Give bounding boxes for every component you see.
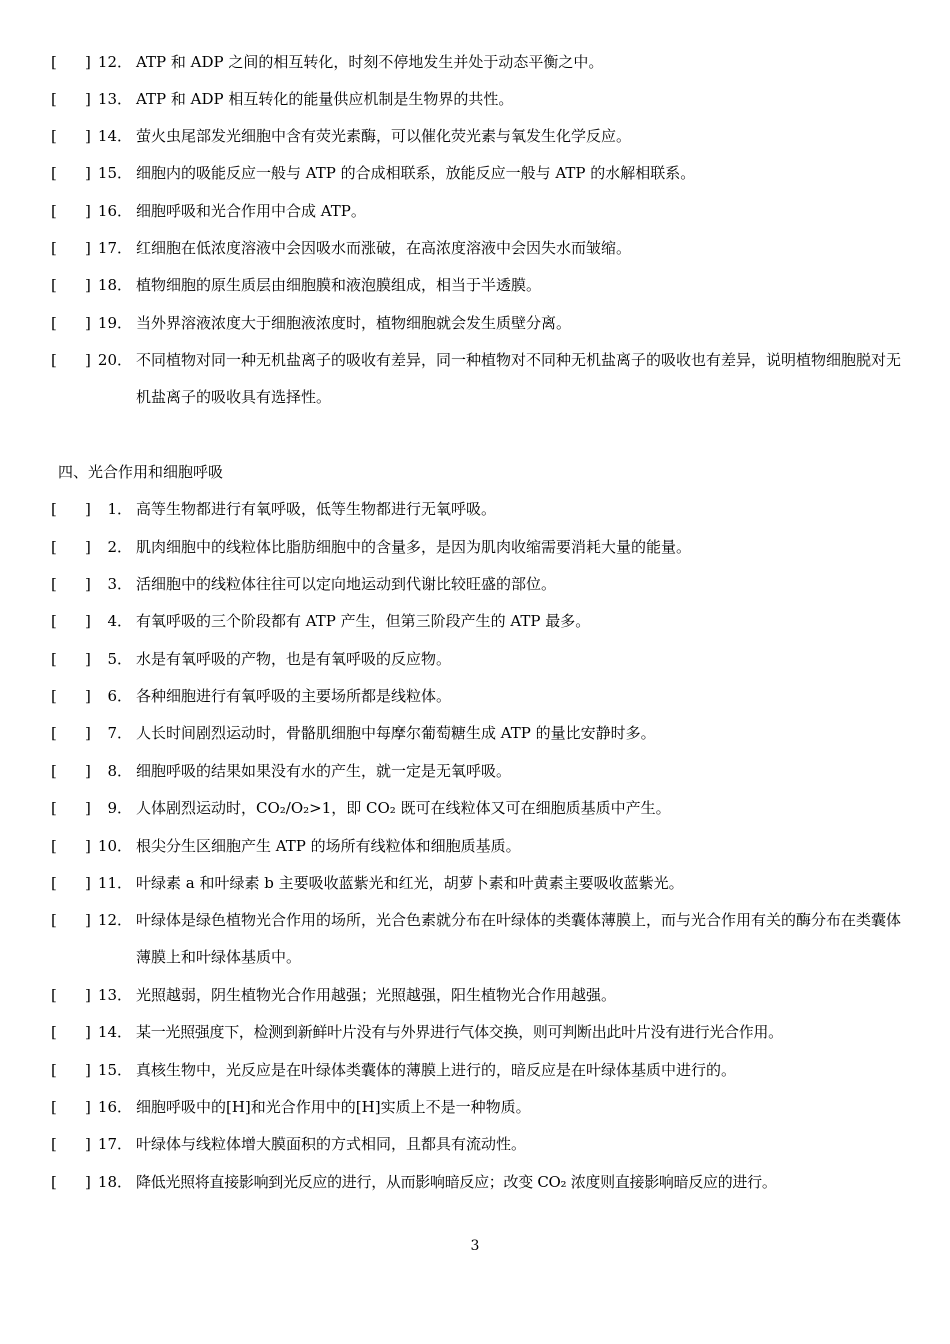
item-text: 活细胞中的线粒体往往可以定向地运动到代谢比较旺盛的部位。	[136, 575, 557, 593]
list-item	[0, 1020, 950, 1057]
answer-bracket-open: [	[51, 575, 57, 593]
answer-bracket-open: [	[51, 911, 57, 929]
section-title: 四、光合作用和细胞呼吸	[58, 463, 224, 481]
answer-bracket-close: ]	[85, 724, 91, 742]
answer-bracket-open: [	[51, 612, 57, 630]
answer-bracket-close: ]	[85, 575, 91, 593]
answer-bracket-open: [	[51, 1098, 57, 1116]
item-text: 某一光照强度下，检测到新鲜叶片没有与外界进行气体交换，则可判断出此叶片没有进行光合作用。	[136, 1023, 783, 1041]
answer-bracket-open: [	[51, 874, 57, 892]
answer-bracket-open: [	[51, 351, 57, 369]
answer-bracket-open: [	[51, 239, 57, 257]
list-item	[0, 497, 950, 534]
item-text: 叶绿体与线粒体增大膜面积的方式相同，且都具有流动性。	[136, 1135, 527, 1153]
item-text: 植物细胞的原生质层由细胞膜和液泡膜组成，相当于半透膜。	[136, 276, 542, 294]
item-text: 细胞呼吸中的[H]和光合作用中的[H]实质上不是一种物质。	[136, 1098, 531, 1116]
answer-bracket-open: [	[51, 90, 57, 108]
answer-bracket-close: ]	[85, 1023, 91, 1041]
answer-bracket-close: ]	[85, 986, 91, 1004]
item-text: 真核生物中，光反应是在叶绿体类囊体的薄膜上进行的，暗反应是在叶绿体基质中进行的。	[136, 1061, 737, 1079]
item-text: 叶绿体是绿色植物光合作用的场所，光合色素就分布在叶绿体的类囊体薄膜上，而与光合作用有关的酶分布在类囊体薄膜上和叶绿体基质中。	[136, 911, 902, 966]
item-text: 根尖分生区细胞产生 ATP 的场所有线粒体和细胞质基质。	[136, 837, 521, 855]
item-number: 19．	[97, 314, 132, 332]
item-number: 9．	[107, 799, 132, 817]
answer-bracket-close: ]	[85, 1061, 91, 1079]
answer-bracket-close: ]	[85, 799, 91, 817]
answer-bracket-close: ]	[85, 127, 91, 145]
item-number: 12．	[97, 53, 132, 71]
list-item	[0, 908, 950, 982]
item-number: 18．	[97, 276, 132, 294]
list-item	[0, 50, 950, 87]
answer-bracket-close: ]	[85, 500, 91, 518]
item-text: 红细胞在低浓度溶液中会因吸水而涨破，在高浓度溶液中会因失水而皱缩。	[136, 239, 632, 257]
answer-bracket-open: [	[51, 1061, 57, 1079]
list-item	[0, 983, 950, 1020]
answer-bracket-close: ]	[85, 612, 91, 630]
list-item	[0, 647, 950, 684]
answer-bracket-close: ]	[85, 1098, 91, 1116]
list-item	[0, 1058, 950, 1095]
list-item	[0, 273, 950, 310]
item-number: 3．	[107, 575, 132, 593]
answer-bracket-open: [	[51, 500, 57, 518]
answer-bracket-close: ]	[85, 538, 91, 556]
answer-bracket-close: ]	[85, 874, 91, 892]
item-number: 7．	[107, 724, 132, 742]
list-item	[0, 535, 950, 572]
answer-bracket-close: ]	[85, 164, 91, 182]
item-number: 17．	[97, 239, 132, 257]
answer-bracket-open: [	[51, 650, 57, 668]
item-number: 6．	[107, 687, 132, 705]
answer-bracket-open: [	[51, 538, 57, 556]
item-number: 12．	[97, 911, 132, 929]
item-number: 5．	[107, 650, 132, 668]
answer-bracket-close: ]	[85, 202, 91, 220]
item-text: 细胞内的吸能反应一般与 ATP 的合成相联系，放能反应一般与 ATP 的水解相联系。	[136, 164, 696, 182]
item-text: 当外界溶液浓度大于细胞液浓度时，植物细胞就会发生质壁分离。	[136, 314, 572, 332]
list-item	[0, 572, 950, 609]
answer-bracket-close: ]	[85, 911, 91, 929]
answer-bracket-open: [	[51, 724, 57, 742]
item-number: 1．	[107, 500, 132, 518]
item-number: 18．	[97, 1173, 132, 1191]
item-text: 细胞呼吸和光合作用中合成 ATP。	[136, 202, 366, 220]
item-text: ATP 和 ADP 之间的相互转化，时刻不停地发生并处于动态平衡之中。	[136, 53, 604, 71]
answer-bracket-open: [	[51, 837, 57, 855]
item-text: 高等生物都进行有氧呼吸，低等生物都进行无氧呼吸。	[136, 500, 497, 518]
item-number: 13．	[97, 986, 132, 1004]
item-text: 萤火虫尾部发光细胞中含有荧光素酶，可以催化荧光素与氧发生化学反应。	[136, 127, 632, 145]
page-number: 3	[470, 1238, 480, 1254]
list-item	[0, 161, 950, 198]
answer-bracket-close: ]	[85, 1173, 91, 1191]
item-number: 8．	[107, 762, 132, 780]
list-item	[0, 124, 950, 161]
answer-bracket-open: [	[51, 1135, 57, 1153]
answer-bracket-open: [	[51, 687, 57, 705]
item-number: 14．	[97, 1023, 132, 1041]
item-text: 肌肉细胞中的线粒体比脂肪细胞中的含量多，是因为肌肉收缩需要消耗大量的能量。	[136, 538, 692, 556]
answer-bracket-close: ]	[85, 650, 91, 668]
answer-bracket-close: ]	[85, 90, 91, 108]
list-item	[0, 796, 950, 833]
list-item	[0, 199, 950, 236]
answer-bracket-close: ]	[85, 762, 91, 780]
item-text: 人长时间剧烈运动时，骨骼肌细胞中每摩尔葡萄糖生成 ATP 的量比安静时多。	[136, 724, 656, 742]
item-number: 11．	[97, 874, 132, 892]
item-text: ATP 和 ADP 相互转化的能量供应机制是生物界的共性。	[136, 90, 514, 108]
answer-bracket-close: ]	[85, 239, 91, 257]
list-item	[0, 609, 950, 646]
item-number: 14．	[97, 127, 132, 145]
item-number: 2．	[107, 538, 132, 556]
answer-bracket-open: [	[51, 1023, 57, 1041]
answer-bracket-close: ]	[85, 687, 91, 705]
item-number: 17．	[97, 1135, 132, 1153]
answer-bracket-open: [	[51, 1173, 57, 1191]
item-number: 15．	[97, 164, 132, 182]
item-number: 4．	[107, 612, 132, 630]
list-item	[0, 1095, 950, 1132]
item-text: 人体剧烈运动时，CO₂/O₂>1，即 CO₂ 既可在线粒体又可在细胞质基质中产生。	[136, 799, 671, 817]
item-text: 水是有氧呼吸的产物，也是有氧呼吸的反应物。	[136, 650, 452, 668]
item-text: 光照越弱，阴生植物光合作用越强；光照越强，阳生植物光合作用越强。	[136, 986, 617, 1004]
list-item	[0, 87, 950, 124]
answer-bracket-close: ]	[85, 351, 91, 369]
list-item	[0, 1132, 950, 1169]
item-text: 各种细胞进行有氧呼吸的主要场所都是线粒体。	[136, 687, 452, 705]
item-number: 16．	[97, 202, 132, 220]
answer-bracket-close: ]	[85, 276, 91, 294]
answer-bracket-close: ]	[85, 837, 91, 855]
list-item	[0, 1170, 950, 1207]
answer-bracket-close: ]	[85, 1135, 91, 1153]
answer-bracket-open: [	[51, 127, 57, 145]
item-text: 降低光照将直接影响到光反应的进行，从而影响暗反应；改变 CO₂ 浓度则直接影响暗反应的进行。	[136, 1173, 777, 1191]
answer-bracket-close: ]	[85, 314, 91, 332]
item-number: 13．	[97, 90, 132, 108]
item-text: 叶绿素 a 和叶绿素 b 主要吸收蓝紫光和红光，胡萝卜素和叶黄素主要吸收蓝紫光。	[136, 874, 684, 892]
item-number: 16．	[97, 1098, 132, 1116]
item-number: 20．	[97, 351, 132, 369]
list-item	[0, 834, 950, 871]
answer-bracket-open: [	[51, 314, 57, 332]
list-item	[0, 759, 950, 796]
answer-bracket-open: [	[51, 53, 57, 71]
answer-bracket-open: [	[51, 986, 57, 1004]
answer-bracket-open: [	[51, 762, 57, 780]
item-text: 细胞呼吸的结果如果没有水的产生，就一定是无氧呼吸。	[136, 762, 512, 780]
answer-bracket-open: [	[51, 276, 57, 294]
answer-bracket-open: [	[51, 164, 57, 182]
list-item	[0, 236, 950, 273]
answer-bracket-open: [	[51, 202, 57, 220]
answer-bracket-open: [	[51, 799, 57, 817]
item-text: 有氧呼吸的三个阶段都有 ATP 产生，但第三阶段产生的 ATP 最多。	[136, 612, 591, 630]
list-item	[0, 684, 950, 721]
item-number: 15．	[97, 1061, 132, 1079]
item-text: 不同植物对同一种无机盐离子的吸收有差异，同一种植物对不同种无机盐离子的吸收也有差异，说明植物细胞脱对无机盐离子的吸收具有选择性。	[136, 351, 902, 406]
answer-bracket-close: ]	[85, 53, 91, 71]
list-item	[0, 721, 950, 758]
item-number: 10．	[97, 837, 132, 855]
list-item	[0, 348, 950, 422]
